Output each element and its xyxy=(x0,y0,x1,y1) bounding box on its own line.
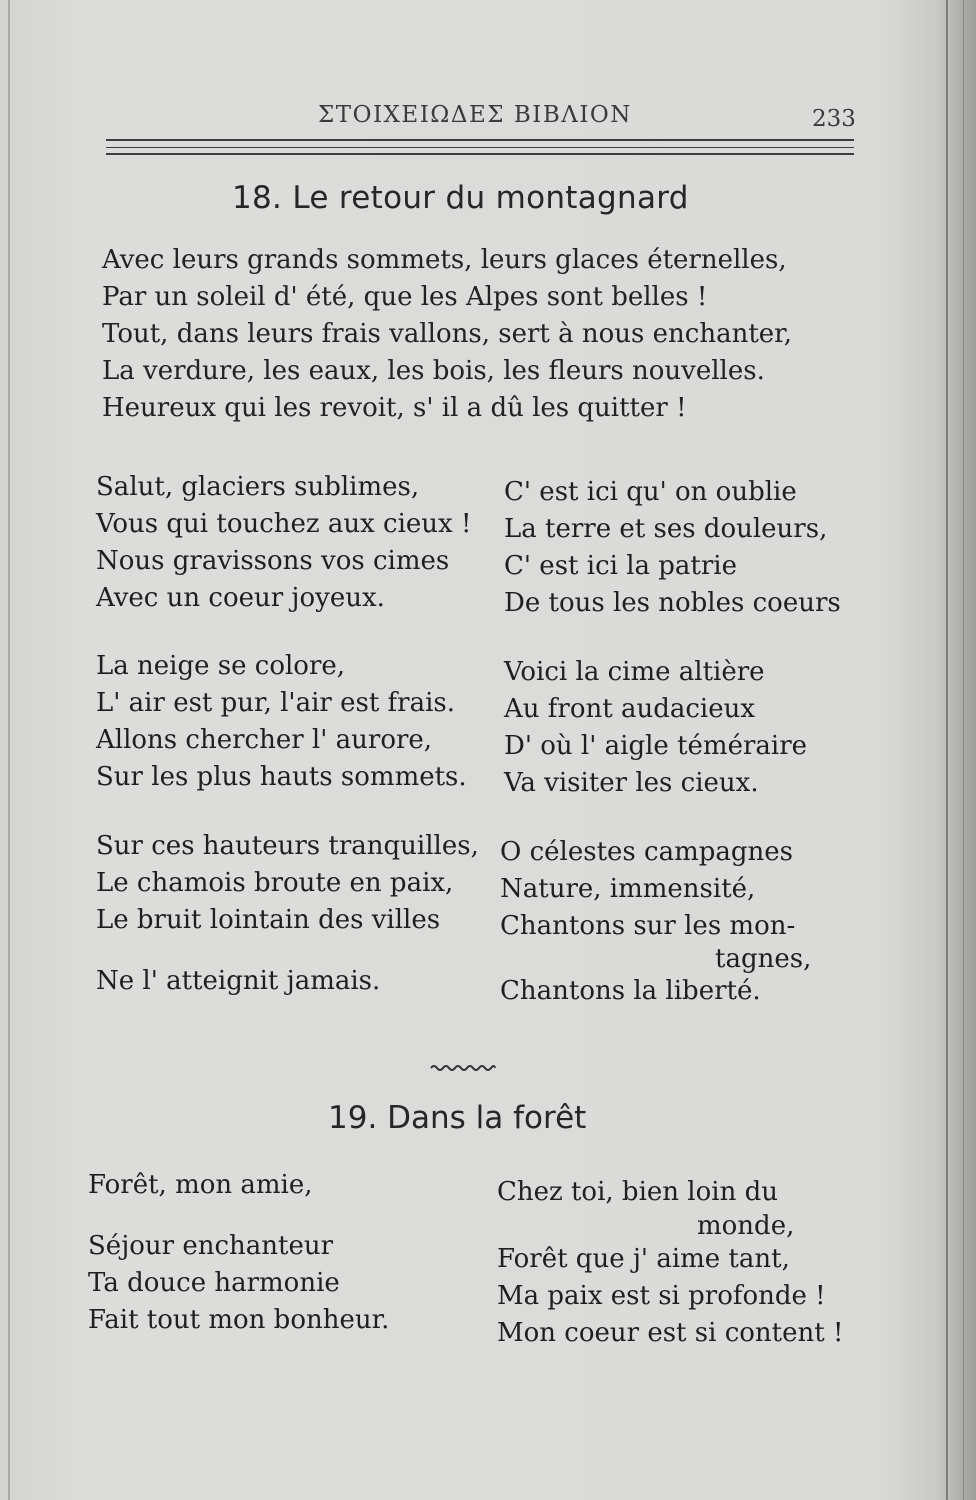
poem-19-left xyxy=(88,1167,389,1339)
verse-line: C' est ici qu' on oublie xyxy=(504,477,797,507)
header-rule-bottom xyxy=(106,153,854,155)
running-title: ΣΤΟΙΧΕΙΩΔΕΣ ΒΙΒΛΙΟΝ xyxy=(318,102,632,128)
verse-line: Vous qui touchez aux cieux ! xyxy=(96,509,472,539)
verse-line: Avec un coeur joyeux. xyxy=(96,583,385,613)
verse-line: Ma paix est si profonde ! xyxy=(497,1281,826,1311)
verse-line: Voici la cime altière xyxy=(504,657,765,687)
verse-line: Nature, immensité, xyxy=(500,874,756,904)
verse-line: Au front audacieux xyxy=(504,694,756,724)
verse-line: Ta douce harmonie xyxy=(88,1268,340,1298)
verse-line: D' où l' aigle téméraire xyxy=(504,731,808,761)
verse-line: Le bruit lointain des villes xyxy=(96,905,441,935)
verse-line: Salut, glaciers sublimes, xyxy=(96,472,420,502)
stanza-left-3 xyxy=(96,828,479,1000)
page-edge-right xyxy=(946,0,948,1500)
verse-line: Séjour enchanteur xyxy=(88,1231,334,1261)
header-rule-top xyxy=(106,139,854,141)
verse-line: Fait tout mon bonheur. xyxy=(88,1305,390,1335)
poem-18-intro xyxy=(102,242,872,427)
verse-line: La neige se colore, xyxy=(96,651,346,681)
stanza-right-3 xyxy=(500,834,811,1010)
stanza-left-2 xyxy=(96,648,467,796)
running-head xyxy=(0,102,976,142)
verse-line: Sur ces hauteurs tranquilles, xyxy=(96,831,479,861)
verse-line: Forêt que j' aime tant, xyxy=(497,1244,790,1274)
verse-line: Nous gravissons vos cimes xyxy=(96,546,450,576)
intro-line: Avec leurs grands sommets, leurs glaces éternelles, xyxy=(102,245,787,275)
verse-line-continuation: monde, xyxy=(697,1211,795,1241)
intro-line: Heureux qui les revoit, s' il a dû les quitter ! xyxy=(102,393,687,423)
stanza-right-2 xyxy=(504,654,807,802)
verse-line: Le chamois broute en paix, xyxy=(96,868,454,898)
page-edge-right-outer xyxy=(963,0,964,1500)
intro-line: Tout, dans leurs frais vallons, sert à nous enchanter, xyxy=(102,319,792,349)
verse-line: Forêt, mon amie, xyxy=(88,1170,313,1200)
stanza-right-1 xyxy=(504,474,841,622)
verse-line-continuation: tagnes, xyxy=(715,944,812,974)
page-edge-left xyxy=(8,0,10,1500)
verse-line: De tous les nobles coeurs xyxy=(504,588,841,618)
verse-line: L' air est pur, l'air est frais. xyxy=(96,688,456,718)
poem-18-title: 18. Le retour du montagnard xyxy=(232,180,689,216)
verse-line: C' est ici la patrie xyxy=(504,551,738,581)
intro-line: Par un soleil d' été, que les Alpes sont belles ! xyxy=(102,282,708,312)
verse-line: La terre et ses douleurs, xyxy=(504,514,828,544)
intro-line: La verdure, les eaux, les bois, les fleurs nouvelles. xyxy=(102,356,765,386)
section-divider-ornament xyxy=(430,1062,496,1074)
poem-19-title: 19. Dans la forêt xyxy=(328,1100,587,1136)
verse-line: Chez toi, bien loin du xyxy=(497,1177,778,1207)
verse-line: Chantons sur les mon- xyxy=(500,911,796,941)
header-rule-middle xyxy=(106,147,854,148)
page-number: 233 xyxy=(812,106,856,132)
verse-line: O célestes campagnes xyxy=(500,837,793,867)
verse-line: Allons chercher l' aurore, xyxy=(96,725,433,755)
poem-19-right xyxy=(497,1174,843,1352)
verse-line: Ne l' atteignit jamais. xyxy=(96,966,381,996)
verse-line: Chantons la liberté. xyxy=(500,976,761,1006)
stanza-left-1 xyxy=(96,469,471,617)
verse-line: Va visiter les cieux. xyxy=(504,768,759,798)
verse-line: Mon coeur est si content ! xyxy=(497,1318,844,1348)
verse-line: Sur les plus hauts sommets. xyxy=(96,762,467,792)
